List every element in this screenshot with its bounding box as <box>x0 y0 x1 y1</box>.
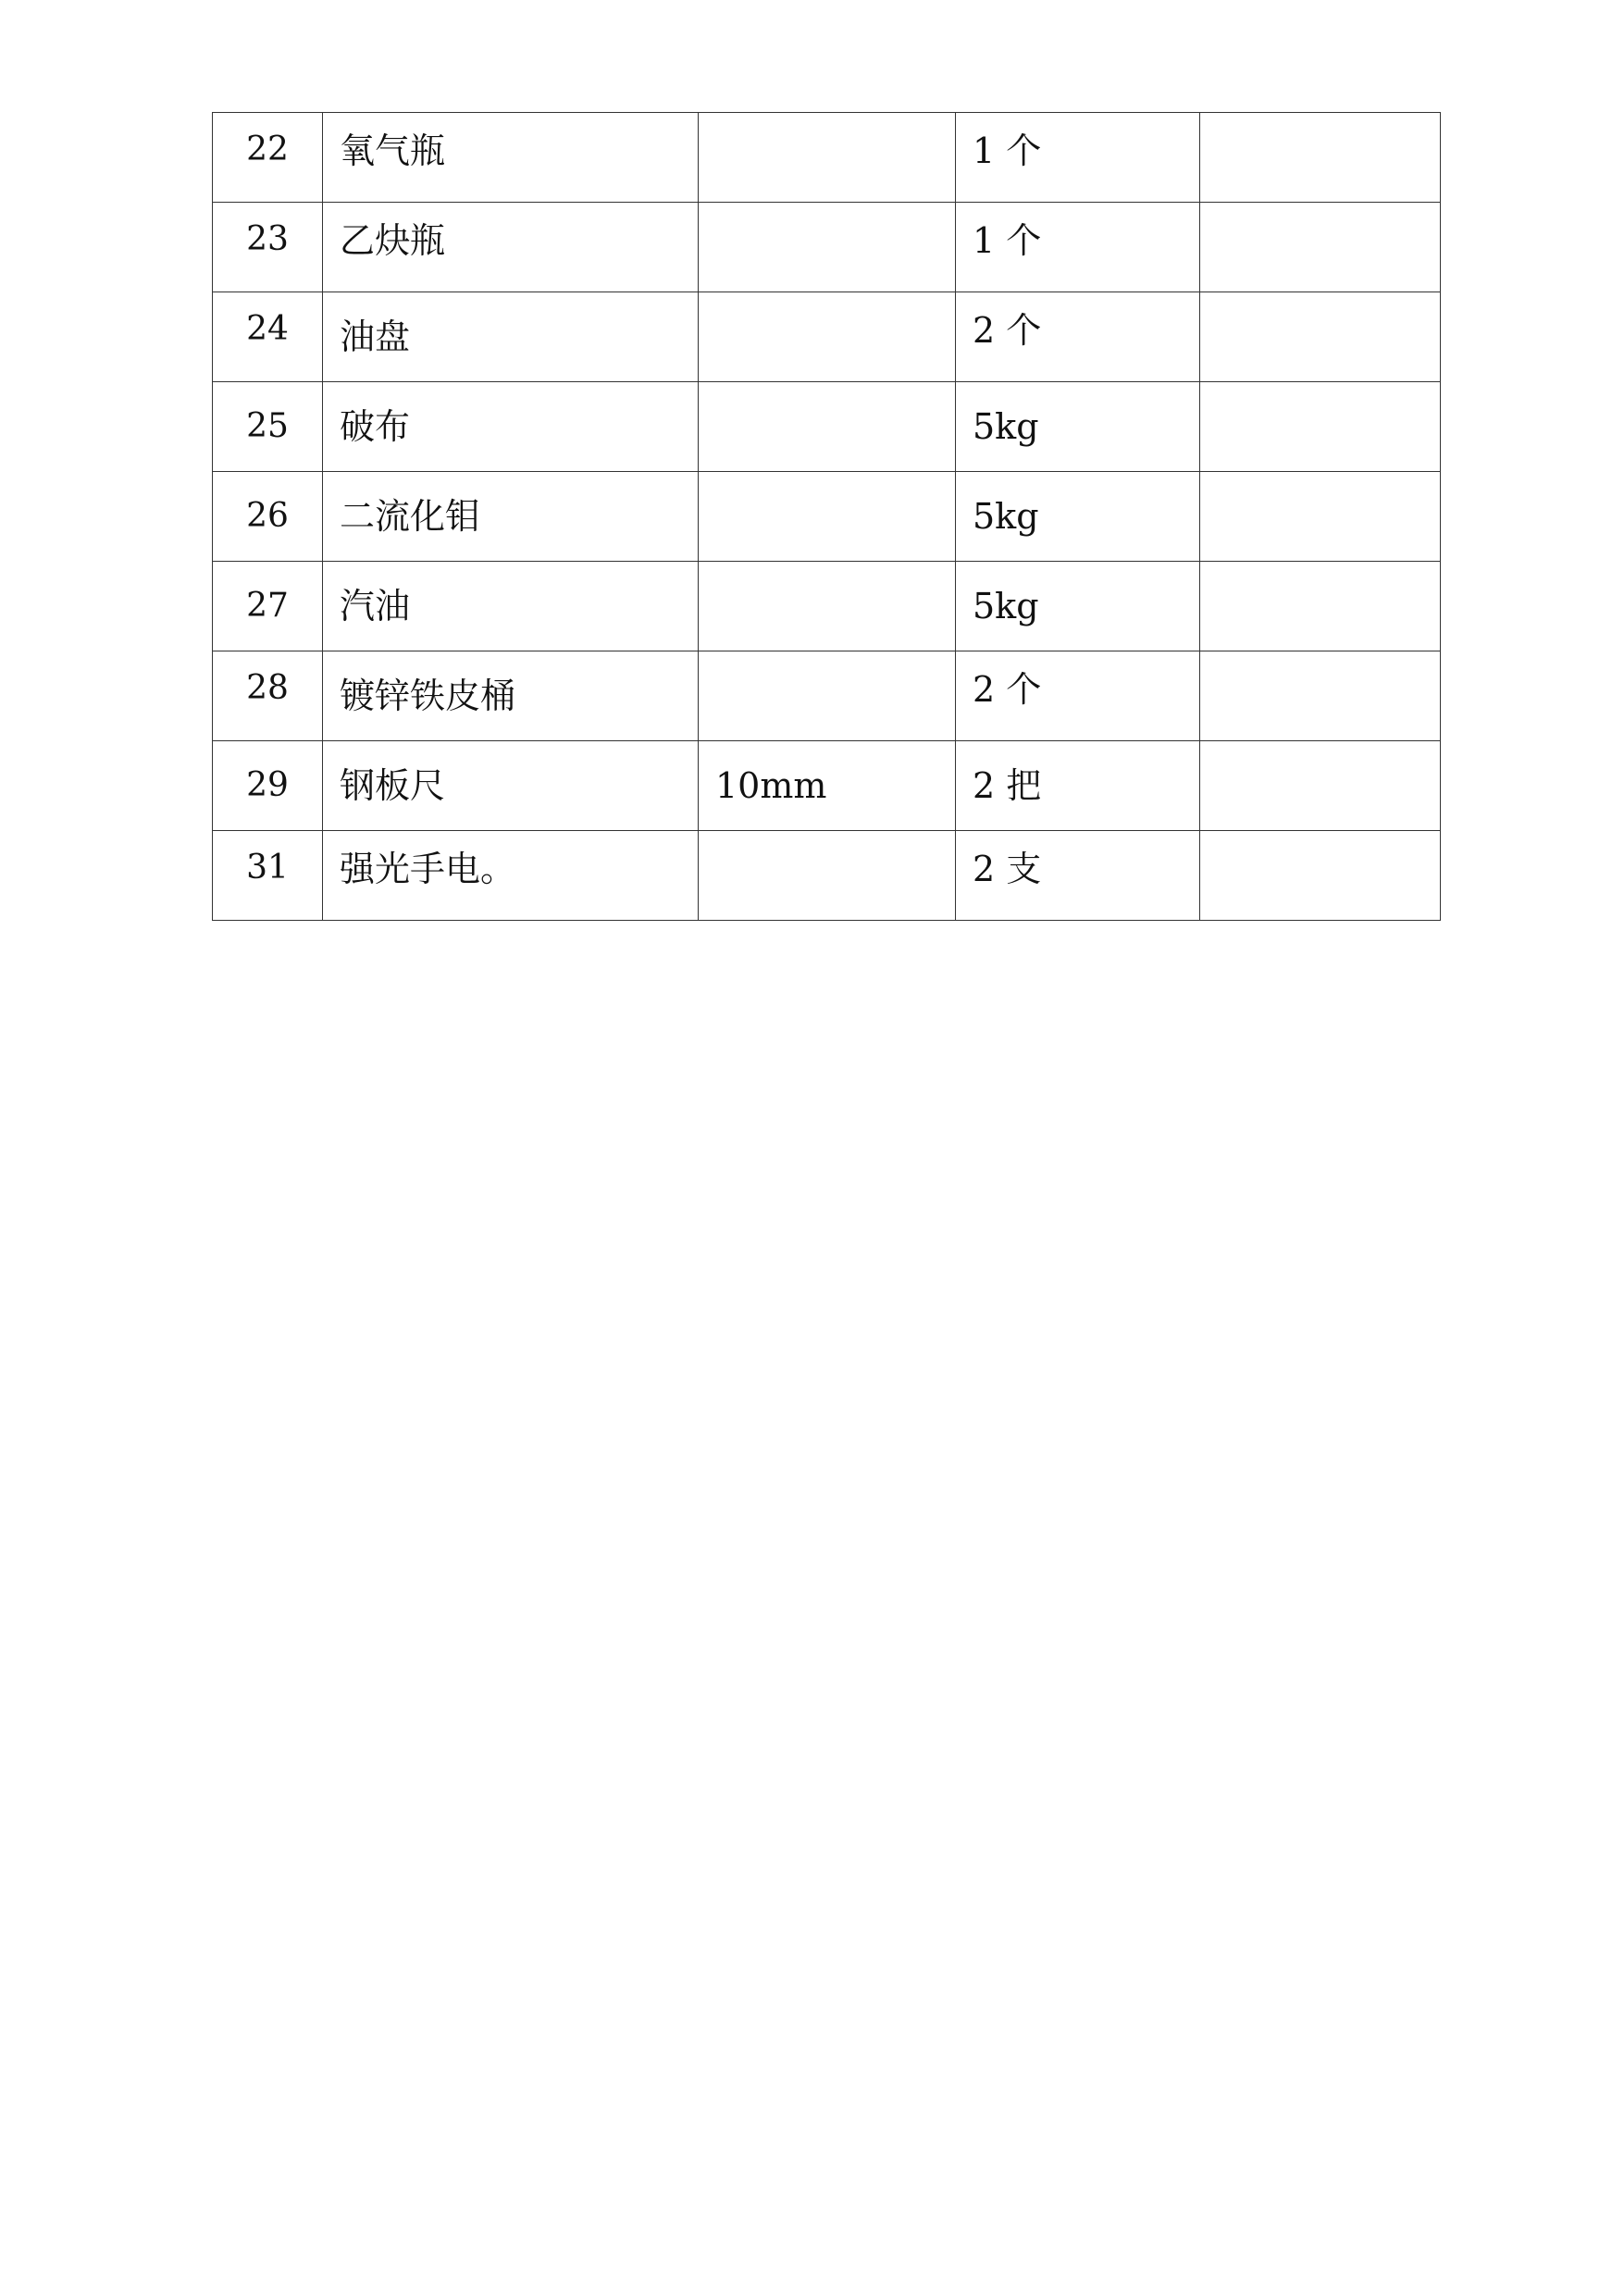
item-quantity-cell: 2 个 <box>956 292 1200 382</box>
item-quantity-cell: 5kg <box>956 562 1200 651</box>
item-name-cell: 氧气瓶 <box>323 113 699 203</box>
item-name-cell: 破布 <box>323 382 699 472</box>
item-quantity-cell: 1 个 <box>956 113 1200 203</box>
item-quantity-cell: 5kg <box>956 382 1200 472</box>
item-spec-cell <box>699 203 956 292</box>
row-index-cell: 31 <box>213 831 323 921</box>
item-name-cell: 钢板尺 <box>323 741 699 831</box>
item-note-cell <box>1200 562 1441 651</box>
row-index-cell: 23 <box>213 203 323 292</box>
table-row <box>213 382 1441 472</box>
item-name-cell: 镀锌铁皮桶 <box>323 651 699 741</box>
row-index-cell: 24 <box>213 292 323 382</box>
item-spec-cell: 10mm <box>699 741 956 831</box>
item-quantity-cell: 5kg <box>956 472 1200 562</box>
item-note-cell <box>1200 472 1441 562</box>
item-note-cell <box>1200 741 1441 831</box>
table-row <box>213 741 1441 831</box>
item-quantity-cell: 2 把 <box>956 741 1200 831</box>
row-index-cell: 28 <box>213 651 323 741</box>
item-name-cell: 汽油 <box>323 562 699 651</box>
table-row <box>213 562 1441 651</box>
item-spec-cell <box>699 651 956 741</box>
item-spec-cell <box>699 113 956 203</box>
table-row <box>213 203 1441 292</box>
table-row <box>213 292 1441 382</box>
item-spec-cell <box>699 472 956 562</box>
row-index-cell: 29 <box>213 741 323 831</box>
item-spec-cell <box>699 562 956 651</box>
item-quantity-cell: 1 个 <box>956 203 1200 292</box>
item-spec-cell <box>699 382 956 472</box>
item-spec-cell <box>699 292 956 382</box>
item-quantity-cell: 2 支 <box>956 831 1200 921</box>
item-name-cell: 油盘 <box>323 292 699 382</box>
item-note-cell <box>1200 382 1441 472</box>
table-row <box>213 831 1441 921</box>
item-quantity-cell: 2 个 <box>956 651 1200 741</box>
materials-table <box>212 112 1441 921</box>
row-index-cell: 27 <box>213 562 323 651</box>
row-index-cell: 26 <box>213 472 323 562</box>
item-name-cell: 乙炔瓶 <box>323 203 699 292</box>
item-name-cell: 强光手电。 <box>323 831 699 921</box>
table-row <box>213 472 1441 562</box>
item-note-cell <box>1200 113 1441 203</box>
table-row <box>213 651 1441 741</box>
item-name-cell: 二流化钼 <box>323 472 699 562</box>
item-note-cell <box>1200 203 1441 292</box>
item-spec-cell <box>699 831 956 921</box>
row-index-cell: 25 <box>213 382 323 472</box>
item-note-cell <box>1200 831 1441 921</box>
item-note-cell <box>1200 651 1441 741</box>
row-index-cell: 22 <box>213 113 323 203</box>
item-note-cell <box>1200 292 1441 382</box>
table-row <box>213 113 1441 203</box>
